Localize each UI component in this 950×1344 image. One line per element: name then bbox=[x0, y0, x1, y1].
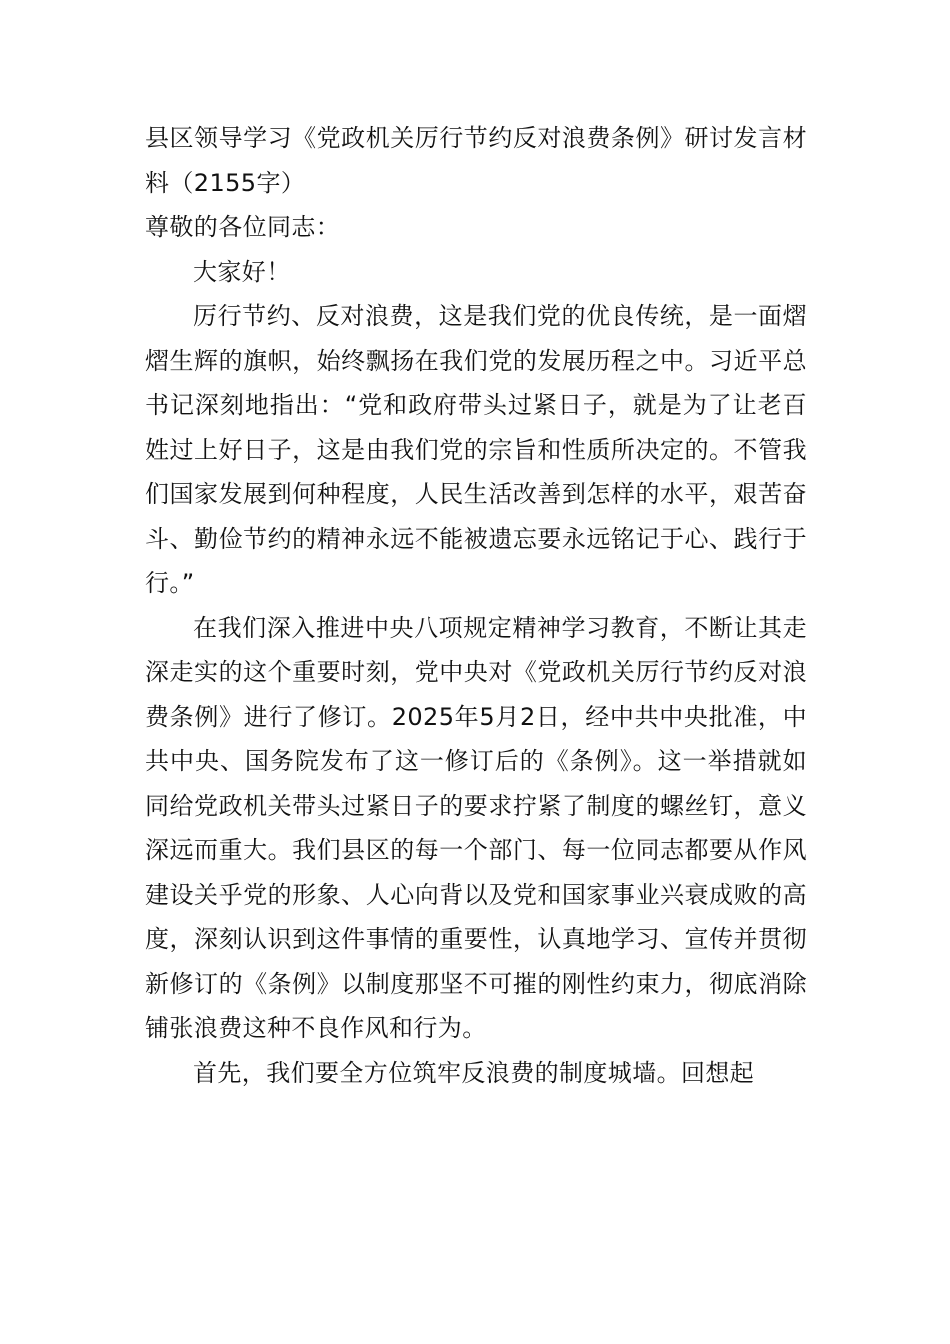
paragraph-3: 首先，我们要全方位筑牢反浪费的制度城墙。回想起 bbox=[193, 1058, 755, 1087]
document-body bbox=[145, 116, 807, 1095]
document-title: 县区领导学习《党政机关厉行节约反对浪费条例》研讨发言材料（2155字） bbox=[145, 124, 807, 197]
paragraph-1: 厉行节约、反对浪费，这是我们党的优良传统，是一面熠熠生辉的旗帜，始终飘扬在我们党的发展历程之中。习近平总书记深刻地指出：“党和政府带头过紧日子，就是为了让老百姓过上好日子，这是由我们党的宗旨和性质所决定的。不管我们国家发展到何种程度，人民生活改善到怎样的水平，艰苦奋斗、勤俭节约的精神永远不能被遗忘要永远铭记于心、践行于行。” bbox=[145, 302, 807, 597]
greeting: 大家好！ bbox=[193, 257, 291, 286]
salutation: 尊敬的各位同志： bbox=[145, 213, 341, 241]
paragraph-2: 在我们深入推进中央八项规定精神学习教育，不断让其走深走实的这个重要时刻，党中央对《党政机关厉行节约反对浪费条例》进行了修订。2025年5月2日，经中共中央批准，中共中央、国务院发布了这一修订后的《条例》。这一举措就如同给党政机关带头过紧日子的要求拧紧了制度的螺丝钉，意义深远而重大。我们县区的每一个部门、每一位同志都要从作风建设关乎党的形象、人心向背以及党和国家事业兴衰成败的高度，深刻认识到这件事情的重要性，认真地学习、宣传并贯彻新修订的《条例》以制度那坚不可摧的刚性约束力，彻底消除铺张浪费这种不良作风和行为。 bbox=[145, 613, 807, 1042]
